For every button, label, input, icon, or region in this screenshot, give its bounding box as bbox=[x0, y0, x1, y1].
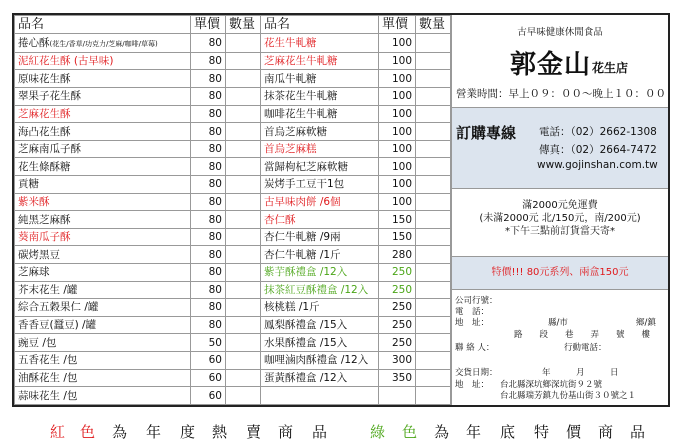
quantity-cell[interactable] bbox=[226, 52, 261, 70]
product-name bbox=[15, 246, 191, 264]
product-name bbox=[15, 52, 191, 70]
quantity-cell[interactable] bbox=[416, 158, 451, 176]
product-name bbox=[15, 140, 191, 158]
cell-text: 蛋黃酥禮盒 /12入 bbox=[264, 371, 348, 384]
cell-text: 80 bbox=[208, 37, 222, 50]
product-price bbox=[379, 246, 416, 264]
cell-text: 350 bbox=[391, 371, 412, 384]
legend-red-char: 色 bbox=[80, 423, 96, 441]
cell-text: 100 bbox=[391, 178, 412, 191]
cell-text: 80 bbox=[208, 72, 222, 85]
product-name bbox=[261, 193, 379, 211]
quantity-cell[interactable] bbox=[226, 176, 261, 194]
shop-label: 花生店 bbox=[592, 61, 629, 75]
product-price bbox=[191, 52, 226, 70]
cell-text: 芝麻花生酥 bbox=[18, 107, 71, 120]
product-name bbox=[261, 34, 379, 52]
header-price: 單價 bbox=[191, 16, 226, 34]
product-name bbox=[15, 34, 191, 52]
table-row bbox=[15, 70, 451, 88]
shop-address-1: 台北縣深坑鄉深坑街９２號 bbox=[500, 380, 603, 390]
website: www.gojinshan.com.tw bbox=[537, 159, 658, 171]
product-name bbox=[261, 264, 379, 282]
cell-text: 炭烤手工豆干1包 bbox=[264, 178, 345, 191]
product-name bbox=[15, 316, 191, 334]
product-price bbox=[379, 70, 416, 88]
table-row bbox=[15, 211, 451, 229]
legend-red-char: 品 bbox=[312, 423, 328, 441]
product-name bbox=[261, 88, 379, 106]
product-name bbox=[261, 123, 379, 141]
product-price bbox=[191, 88, 226, 106]
product-name bbox=[261, 316, 379, 334]
cell-text: 250 bbox=[391, 336, 412, 349]
product-name bbox=[261, 246, 379, 264]
brand-block bbox=[452, 15, 668, 108]
cell-text: 80 bbox=[208, 178, 222, 191]
quantity-cell[interactable] bbox=[416, 246, 451, 264]
header-name: 品名 bbox=[15, 16, 191, 34]
quantity-cell[interactable] bbox=[416, 105, 451, 123]
legend-green-char: 特 bbox=[534, 423, 550, 441]
cell-text: 首烏芝麻糕 bbox=[264, 143, 317, 156]
cell-text: 紫芋酥禮盒 /12入 bbox=[264, 266, 348, 279]
cell-text: 水果酥禮盒 /15入 bbox=[264, 336, 348, 349]
quantity-cell[interactable] bbox=[416, 316, 451, 334]
cell-text: 100 bbox=[391, 125, 412, 138]
shipping-note: *下午三點前訂貨當天寄* bbox=[505, 226, 615, 237]
product-price bbox=[379, 316, 416, 334]
cell-text: 捲心酥 bbox=[18, 36, 50, 49]
table-row bbox=[15, 316, 451, 334]
county-label: 縣/市 bbox=[548, 318, 568, 328]
product-name bbox=[261, 351, 379, 369]
cell-text: 泥紅花生酥 (古早味) bbox=[18, 55, 114, 68]
cell-text: 純黑芝麻酥 bbox=[18, 213, 71, 226]
legend-green-char: 品 bbox=[630, 423, 646, 441]
product-name bbox=[15, 351, 191, 369]
quantity-cell[interactable] bbox=[416, 140, 451, 158]
quantity-cell[interactable] bbox=[226, 369, 261, 387]
cell-text: 80 bbox=[208, 301, 222, 314]
cell-text: 翠果子花生酥 bbox=[18, 90, 81, 103]
cell-text: 葵南瓜子酥 bbox=[18, 231, 71, 244]
product-price bbox=[191, 70, 226, 88]
product-price bbox=[191, 369, 226, 387]
legend-red-char: 年 bbox=[146, 423, 162, 441]
cell-text: 碳烤黑豆 bbox=[18, 248, 60, 261]
cell-text: 香香豆(蠶豆) /罐 bbox=[18, 319, 97, 332]
quantity-cell[interactable] bbox=[416, 123, 451, 141]
shop-address-2: 台北縣瑞芳鎮九份基山街３０號之１ bbox=[500, 391, 637, 401]
legend-green-char: 色 bbox=[402, 423, 418, 441]
cell-text: 80 bbox=[208, 143, 222, 156]
table-row bbox=[15, 281, 451, 299]
cell-text: 杏仁酥 bbox=[264, 213, 296, 226]
product-price bbox=[191, 123, 226, 141]
product-price bbox=[379, 52, 416, 70]
product-name bbox=[261, 228, 379, 246]
cell-text: 150 bbox=[391, 231, 412, 244]
table-row bbox=[15, 334, 451, 352]
product-price bbox=[379, 351, 416, 369]
quantity-cell[interactable] bbox=[416, 299, 451, 317]
header-price: 單價 bbox=[379, 16, 416, 34]
cell-text: 80 bbox=[208, 231, 222, 244]
road-labels: 路 段 巷 弄 號 樓 bbox=[514, 330, 651, 340]
product-name bbox=[15, 176, 191, 194]
cell-text: 咖哩滷肉酥禮盒 /12入 bbox=[264, 354, 369, 367]
date-field[interactable]: 交貨日期： bbox=[455, 368, 498, 378]
cell-text: 100 bbox=[391, 55, 412, 68]
product-price bbox=[379, 123, 416, 141]
cell-text: 海凸花生酥 bbox=[18, 125, 71, 138]
tel-field[interactable]: 電 話： bbox=[455, 307, 490, 317]
cell-text: 100 bbox=[391, 37, 412, 50]
quantity-cell[interactable] bbox=[416, 264, 451, 282]
cell-text: 芝麻花生牛軋糖 bbox=[264, 55, 338, 68]
quantity-cell[interactable] bbox=[416, 211, 451, 229]
product-price bbox=[191, 299, 226, 317]
cell-text: 抹茶花生牛軋糖 bbox=[264, 90, 338, 103]
quantity-cell[interactable] bbox=[226, 158, 261, 176]
cell-text: 芝麻南瓜子酥 bbox=[18, 143, 81, 156]
quantity-cell[interactable] bbox=[226, 193, 261, 211]
table-row bbox=[15, 246, 451, 264]
legend-red-char: 賣 bbox=[246, 423, 262, 441]
cell-text: 紫米酥 bbox=[18, 195, 50, 208]
cell-text: 100 bbox=[391, 195, 412, 208]
product-name bbox=[15, 299, 191, 317]
product-name bbox=[15, 105, 191, 123]
cell-text: 300 bbox=[391, 354, 412, 367]
cell-text: 80 bbox=[208, 55, 222, 68]
quantity-cell[interactable] bbox=[416, 34, 451, 52]
product-price bbox=[191, 158, 226, 176]
quantity-cell[interactable] bbox=[416, 52, 451, 70]
cell-text: 80 bbox=[208, 90, 222, 103]
quantity-cell[interactable] bbox=[416, 228, 451, 246]
product-price bbox=[379, 281, 416, 299]
cell-text: 油酥花生 /包 bbox=[18, 371, 78, 384]
table-row bbox=[15, 228, 451, 246]
shipping-free: 滿2000元免運費 bbox=[522, 200, 598, 211]
date-units: 年 月 日 bbox=[542, 368, 619, 378]
table-row bbox=[15, 123, 451, 141]
quantity-cell[interactable] bbox=[226, 264, 261, 282]
cell-text: 50 bbox=[208, 336, 222, 349]
product-price bbox=[191, 105, 226, 123]
cell-text: 杏仁牛軋糖 /9兩 bbox=[264, 231, 341, 244]
mobile-field[interactable]: 行動電話： bbox=[564, 343, 607, 353]
cell-text: 豌豆 /包 bbox=[18, 336, 57, 349]
quantity-cell[interactable] bbox=[226, 34, 261, 52]
product-price bbox=[379, 158, 416, 176]
table-row bbox=[15, 299, 451, 317]
quantity-cell[interactable] bbox=[416, 88, 451, 106]
product-name bbox=[15, 264, 191, 282]
quantity-cell[interactable] bbox=[416, 193, 451, 211]
price-list-sheet bbox=[12, 13, 670, 407]
legend-green-char: 綠 bbox=[370, 423, 386, 441]
shop-address-label: 地 址： bbox=[455, 380, 490, 390]
product-price bbox=[191, 264, 226, 282]
product-price bbox=[379, 211, 416, 229]
product-name bbox=[261, 176, 379, 194]
quantity-cell[interactable] bbox=[226, 299, 261, 317]
product-price bbox=[191, 281, 226, 299]
quantity-cell[interactable] bbox=[226, 387, 261, 405]
cell-text: 綜合五穀果仁 /罐 bbox=[18, 301, 99, 314]
header-qty: 數量 bbox=[226, 16, 261, 34]
product-price bbox=[379, 105, 416, 123]
cell-text: 100 bbox=[391, 90, 412, 103]
cell-text: 鳳梨酥禮盒 /15入 bbox=[264, 319, 348, 332]
shipping-fees: (未滿2000元 北/150元，南/200元) bbox=[479, 213, 641, 224]
quantity-cell[interactable] bbox=[416, 351, 451, 369]
table-row bbox=[15, 52, 451, 70]
cell-text: 80 bbox=[208, 266, 222, 279]
product-name bbox=[261, 299, 379, 317]
cell-text: 花生牛軋糖 bbox=[264, 37, 317, 50]
table-row bbox=[15, 88, 451, 106]
product-price bbox=[379, 193, 416, 211]
legend-green-char: 為 bbox=[434, 423, 450, 441]
table-row bbox=[15, 176, 451, 194]
quantity-cell[interactable] bbox=[416, 176, 451, 194]
table-row bbox=[15, 369, 451, 387]
quantity-cell[interactable] bbox=[226, 88, 261, 106]
brand-name: 郭金山 bbox=[510, 50, 592, 80]
header-name: 品名 bbox=[261, 16, 379, 34]
shipping-block bbox=[452, 189, 668, 257]
quantity-cell[interactable] bbox=[226, 351, 261, 369]
table-row bbox=[15, 158, 451, 176]
quantity-cell[interactable] bbox=[226, 334, 261, 352]
table-row bbox=[15, 34, 451, 52]
product-price bbox=[379, 334, 416, 352]
cell-text: 100 bbox=[391, 72, 412, 85]
product-name bbox=[261, 105, 379, 123]
product-price bbox=[191, 334, 226, 352]
product-table bbox=[14, 15, 451, 405]
company-field[interactable]: 公司行號： bbox=[455, 296, 498, 306]
product-price bbox=[191, 316, 226, 334]
product-price bbox=[191, 176, 226, 194]
quantity-cell[interactable] bbox=[416, 70, 451, 88]
product-price bbox=[379, 176, 416, 194]
product-name bbox=[15, 70, 191, 88]
cell-text: 100 bbox=[391, 107, 412, 120]
product-price bbox=[379, 387, 416, 405]
cell-text: 80 bbox=[208, 248, 222, 261]
quantity-cell[interactable] bbox=[226, 123, 261, 141]
quantity-cell[interactable] bbox=[226, 316, 261, 334]
product-name bbox=[15, 158, 191, 176]
table-row bbox=[15, 264, 451, 282]
product-price bbox=[191, 228, 226, 246]
cell-text: 原味花生酥 bbox=[18, 72, 71, 85]
cell-text: 280 bbox=[391, 248, 412, 261]
product-name bbox=[15, 334, 191, 352]
quantity-cell[interactable] bbox=[416, 369, 451, 387]
product-price bbox=[379, 34, 416, 52]
cell-text: 首烏芝麻軟糖 bbox=[264, 125, 327, 138]
order-title: 訂購專線 bbox=[456, 124, 517, 142]
product-name bbox=[15, 369, 191, 387]
quantity-cell[interactable] bbox=[416, 334, 451, 352]
legend-red-char: 紅 bbox=[50, 423, 66, 441]
cell-text: 60 bbox=[208, 389, 222, 402]
legend-red-char: 為 bbox=[112, 423, 128, 441]
cell-text: 80 bbox=[208, 195, 222, 208]
legend-green-char: 商 bbox=[598, 423, 614, 441]
legend-red-char: 度 bbox=[180, 423, 196, 441]
cell-text: 80 bbox=[208, 107, 222, 120]
cell-text: 芝麻球 bbox=[18, 266, 50, 279]
fax-number: 傳真：（02）2664-7472 bbox=[539, 144, 657, 156]
info-panel bbox=[451, 15, 668, 405]
cell-text: 當歸枸杞芝麻軟糖 bbox=[264, 160, 348, 173]
product-name bbox=[15, 387, 191, 405]
quantity-cell[interactable] bbox=[416, 387, 451, 405]
table-row bbox=[15, 140, 451, 158]
quantity-cell[interactable] bbox=[226, 246, 261, 264]
product-price bbox=[191, 387, 226, 405]
product-price bbox=[379, 299, 416, 317]
table-row bbox=[15, 105, 451, 123]
product-price bbox=[191, 34, 226, 52]
product-name bbox=[261, 387, 379, 405]
product-name bbox=[15, 211, 191, 229]
cell-text: 80 bbox=[208, 213, 222, 226]
cell-text: 250 bbox=[391, 301, 412, 314]
cell-text: 芥末花生 /罐 bbox=[18, 283, 78, 296]
cell-text: 杏仁牛軋糖 /1斤 bbox=[264, 248, 341, 261]
phone-number: 電話：（02）2662-1308 bbox=[539, 126, 657, 138]
product-name bbox=[261, 70, 379, 88]
cell-text: 80 bbox=[208, 283, 222, 296]
product-note: (花生/香草/功克力/芝麻/咖啡/草莓) bbox=[49, 39, 158, 48]
product-price bbox=[379, 88, 416, 106]
product-name bbox=[261, 52, 379, 70]
product-name bbox=[261, 140, 379, 158]
product-price bbox=[191, 351, 226, 369]
header-qty: 數量 bbox=[416, 16, 451, 34]
product-name bbox=[261, 369, 379, 387]
cell-text: 咖啡花生牛軋糖 bbox=[264, 107, 338, 120]
product-price bbox=[191, 211, 226, 229]
cell-text: 核桃糕 /1斤 bbox=[264, 301, 320, 314]
legend-red-char: 商 bbox=[278, 423, 294, 441]
cell-text: 五香花生 /包 bbox=[18, 354, 78, 367]
product-price bbox=[379, 228, 416, 246]
quantity-cell[interactable] bbox=[226, 281, 261, 299]
order-block bbox=[452, 108, 668, 189]
cell-text: 南瓜牛軋糖 bbox=[264, 72, 317, 85]
contact-field[interactable]: 聯 絡 人： bbox=[455, 343, 495, 353]
product-name bbox=[261, 334, 379, 352]
product-name bbox=[15, 193, 191, 211]
quantity-cell[interactable] bbox=[416, 281, 451, 299]
cell-text: 60 bbox=[208, 371, 222, 384]
legend-green-char: 年 bbox=[466, 423, 482, 441]
product-name bbox=[15, 88, 191, 106]
cell-text: 抹茶紅豆酥禮盒 /12入 bbox=[264, 283, 369, 296]
quantity-cell[interactable] bbox=[226, 228, 261, 246]
legend-red-char: 熱 bbox=[212, 423, 228, 441]
cell-text: 100 bbox=[391, 143, 412, 156]
cell-text: 100 bbox=[391, 160, 412, 173]
cell-text: 蒜味花生 /包 bbox=[18, 389, 78, 402]
product-price bbox=[191, 193, 226, 211]
product-name bbox=[15, 281, 191, 299]
product-price bbox=[191, 140, 226, 158]
product-price bbox=[379, 264, 416, 282]
product-price bbox=[379, 140, 416, 158]
town-label: 鄉/鎮 bbox=[636, 318, 656, 328]
cell-text: 60 bbox=[208, 354, 222, 367]
legend-green-char: 價 bbox=[566, 423, 582, 441]
cell-text: 80 bbox=[208, 125, 222, 138]
table-row bbox=[15, 351, 451, 369]
product-price bbox=[191, 246, 226, 264]
product-price bbox=[379, 369, 416, 387]
cell-text: 花生條酥糖 bbox=[18, 160, 71, 173]
product-name bbox=[15, 123, 191, 141]
product-name bbox=[261, 281, 379, 299]
brand-subtitle: 古早味健康休閒食品 bbox=[517, 27, 603, 38]
table-row bbox=[15, 387, 451, 405]
business-hours: 營業時間：早上０９：００～晚上１０：００ bbox=[456, 88, 666, 100]
legend-green-char: 底 bbox=[500, 423, 516, 441]
order-form bbox=[452, 290, 668, 405]
table-header-row bbox=[15, 16, 451, 34]
table-row bbox=[15, 193, 451, 211]
product-name bbox=[15, 228, 191, 246]
cell-text: 250 bbox=[391, 283, 412, 296]
cell-text: 古早味肉餅 /6個 bbox=[264, 195, 341, 208]
cell-text: 80 bbox=[208, 160, 222, 173]
cell-text: 150 bbox=[391, 213, 412, 226]
cell-text: 250 bbox=[391, 319, 412, 332]
special-offer: 特價!!! 80元系列、兩盒150元 bbox=[452, 257, 668, 290]
product-name bbox=[261, 158, 379, 176]
quantity-cell[interactable] bbox=[226, 211, 261, 229]
product-name bbox=[261, 211, 379, 229]
quantity-cell[interactable] bbox=[226, 105, 261, 123]
quantity-cell[interactable] bbox=[226, 70, 261, 88]
cell-text: 80 bbox=[208, 319, 222, 332]
cell-text: 250 bbox=[391, 266, 412, 279]
cell-text: 貢糖 bbox=[18, 178, 39, 191]
address-field[interactable]: 地 址： bbox=[455, 318, 490, 328]
quantity-cell[interactable] bbox=[226, 140, 261, 158]
